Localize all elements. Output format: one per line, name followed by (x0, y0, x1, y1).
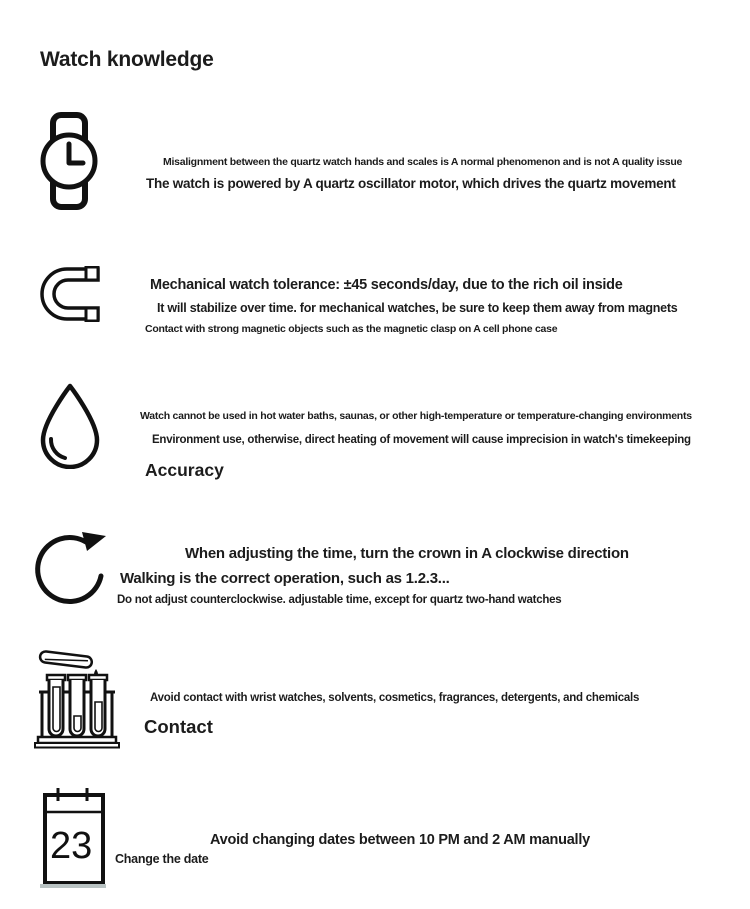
wristwatch-icon (40, 112, 98, 215)
calendar-shadow (40, 884, 106, 888)
note-line: It will stabilize over time. for mechanical watches, be sure to keep them away from magnets (157, 300, 678, 315)
note-line: Do not adjust counterclockwise. adjustable time, except for quartz two-hand watches (117, 593, 562, 606)
note-line: Mechanical watch tolerance: ±45 seconds/day, due to the rich oil inside (150, 276, 623, 293)
calendar-icon (42, 786, 106, 889)
page-title: Watch knowledge (40, 48, 214, 72)
section-heading-contact: Contact (144, 715, 213, 737)
note-line: Misalignment between the quartz watch hands and scales is A normal phenomenon and is not A quality issue (163, 155, 683, 168)
magnet-icon (40, 266, 102, 327)
clockwise-rotation-icon (32, 524, 110, 613)
note-line: Avoid contact with wrist watches, solvents, cosmetics, fragrances, detergents, and chemicals (150, 691, 640, 704)
note-line: Change the date (115, 851, 209, 866)
calendar-day-number: 23 (50, 825, 93, 867)
note-line: The watch is powered by A quartz oscillator motor, which drives the quartz movement (146, 175, 676, 191)
note-line: When adjusting the time, turn the crown in A clockwise direction (185, 545, 629, 562)
note-line: Watch cannot be used in hot water baths, saunas, or other high-temperature or temperature-changing environments (140, 409, 692, 422)
note-line: Contact with strong magnetic objects such as the magnetic clasp on A cell phone case (145, 322, 558, 335)
note-line: Avoid changing dates between 10 PM and 2 AM manually (210, 831, 590, 848)
water-drop-icon (39, 383, 101, 474)
section-heading-accuracy: Accuracy (145, 459, 224, 480)
note-line: Walking is the correct operation, such as 1.2.3... (120, 570, 450, 587)
test-tubes-icon (34, 646, 120, 755)
note-line: Environment use, otherwise, direct heating of movement will cause imprecision in watch's timekeeping (152, 433, 691, 446)
